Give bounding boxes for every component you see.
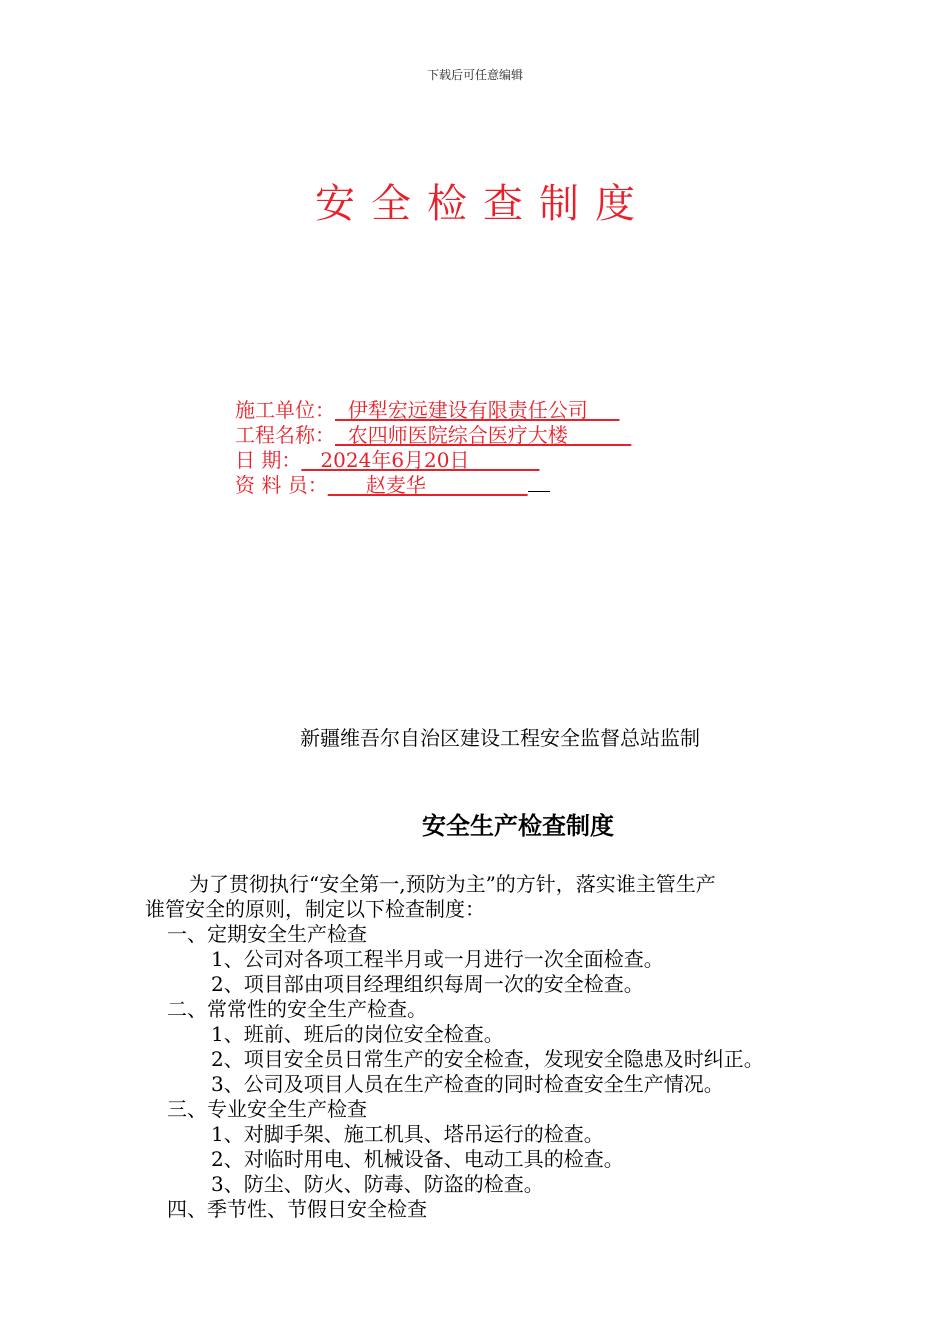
info-label: 资 料 员： (235, 473, 328, 497)
info-row-document-clerk (235, 473, 631, 498)
info-value: 2024年6月20日 (301, 448, 540, 472)
section-item: 1、公司对各项工程半月或一月进行一次全面检查。 (211, 947, 664, 971)
section-item: 2、项目安全员日常生产的安全检查，发现安全隐患及时纠正。 (211, 1047, 764, 1071)
info-row-date (235, 448, 631, 473)
cover-title: 安全检查制度 (315, 181, 651, 227)
section-heading: 一、定期安全生产检查 (167, 922, 367, 946)
underline-tail (528, 473, 550, 492)
info-row-construction-unit (235, 398, 631, 423)
info-row-project-name (235, 423, 631, 448)
section-item: 3、公司及项目人员在生产检查的同时检查安全生产情况。 (211, 1072, 724, 1096)
intro-paragraph-line-2: 谁管安全的原则，制定以下检查制度： (145, 897, 485, 921)
section-item: 2、项目部由项目经理组织每周一次的安全检查。 (211, 972, 644, 996)
section-item: 1、班前、班后的岗位安全检查。 (211, 1022, 504, 1046)
section-heading: 二、常常性的安全生产检查。 (167, 997, 427, 1021)
header-note: 下载后可任意编辑 (426, 68, 523, 82)
section-heading: 三、专业安全生产检查 (167, 1097, 367, 1121)
info-value: 农四师医院综合医疗大楼 (335, 423, 632, 447)
info-value: 伊犁宏远建设有限责任公司 (335, 398, 620, 422)
info-label: 工程名称： (235, 423, 335, 447)
section-item: 3、防尘、防火、防毒、防盗的检查。 (211, 1172, 544, 1196)
supervisor-line: 新疆维吾尔自治区建设工程安全监督总站监制 (300, 726, 700, 750)
section-item: 1、对脚手架、施工机具、塔吊运行的检查。 (211, 1122, 604, 1146)
document-body (145, 872, 825, 1222)
section-heading: 四、季节性、节假日安全检查 (167, 1197, 427, 1221)
info-label: 日 期： (235, 448, 302, 472)
info-value: 赵麦华 (327, 473, 528, 497)
section-item: 2、对临时用电、机械设备、电动工具的检查。 (211, 1147, 624, 1171)
cover-info-block (235, 398, 631, 498)
document-title: 安全生产检查制度 (422, 811, 614, 840)
intro-paragraph-line-1: 为了贯彻执行“安全第一,预防为主”的方针，落实谁主管生产 (189, 872, 716, 896)
info-label: 施工单位： (235, 398, 335, 422)
